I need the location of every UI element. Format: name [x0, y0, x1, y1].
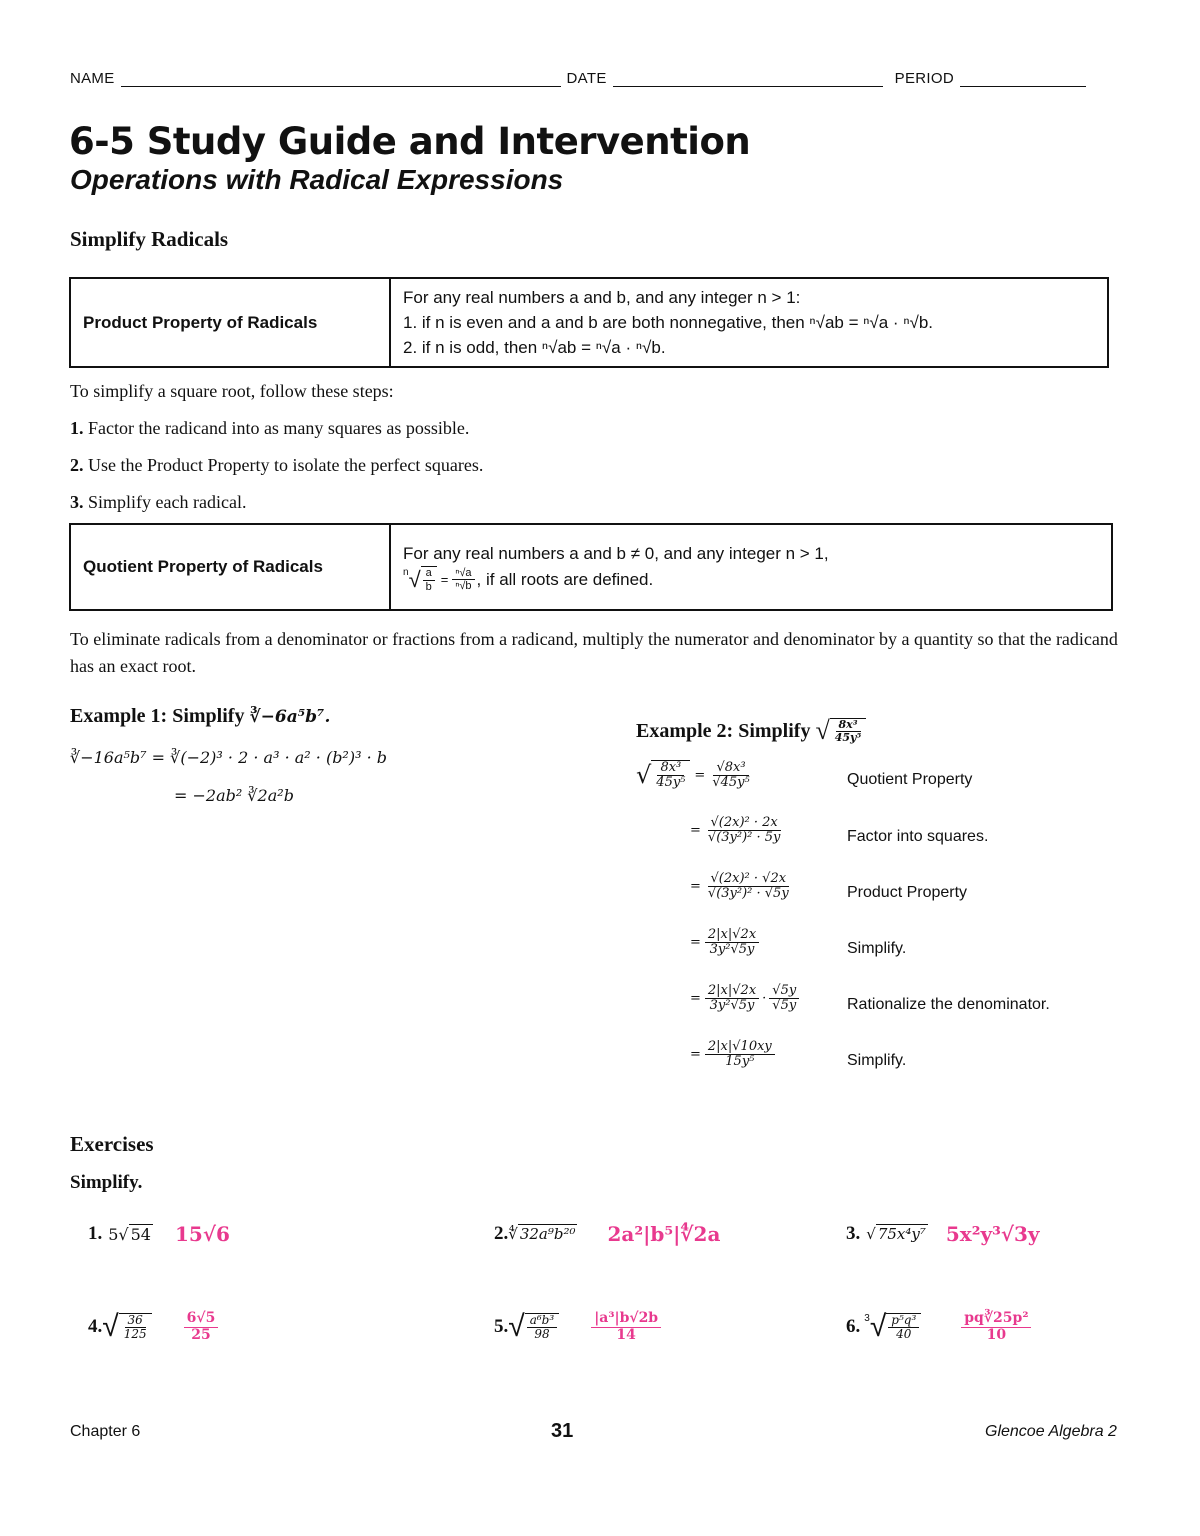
- exercise-4-answer: $\frac{6√5}{25}$: [184, 1311, 219, 1343]
- exercise-6: 6. 3 √ $\frac{\text{p⁵q³}}{40}$ $\frac{\text{pq∛25p²}}{10}$: [846, 1310, 1031, 1344]
- quotient-property-name: Quotient Property of Radicals: [70, 524, 390, 610]
- example2-step3-math: = $\frac{\text{√(2x)² · √2x}}{\text{√(3y²)² · √5y}}$: [690, 871, 789, 902]
- example1-heading: Example 1: Simplify ∛−6a⁵b⁷.: [70, 705, 331, 727]
- footer-page-number: 31: [551, 1420, 574, 1442]
- exercise-2: 2. ∜ 32a⁹b²⁰ 2a²|b⁵|∜2a: [494, 1222, 721, 1246]
- exercise-3: 3. √ 75x⁴y⁷ 5x²y³√3y: [846, 1222, 1040, 1246]
- exercises-heading: Exercises: [70, 1132, 154, 1156]
- product-property-name: Product Property of Radicals: [70, 278, 390, 367]
- exercises-instruction: Simplify.: [70, 1172, 143, 1193]
- exercise-1-answer: 15√6: [174, 1222, 230, 1246]
- date-field[interactable]: [613, 72, 883, 87]
- section-heading-simplify-radicals: Simplify Radicals: [70, 227, 229, 251]
- date-label: DATE: [566, 70, 607, 87]
- period-label: PERIOD: [894, 70, 954, 87]
- example2-step2-reason: Factor into squares.: [847, 828, 989, 845]
- exercise-1: 1. 5√ 54 15√6: [88, 1222, 230, 1246]
- eliminate-radicals-text: To eliminate radicals from a denominator or fractions from a radicand, multiply the numerator and denominator by a quantity so that the radicand has an exact root.: [70, 629, 1118, 676]
- product-property-line1: For any real numbers a and b, and any integer n > 1:: [403, 288, 801, 307]
- example2-step6-reason: Simplify.: [847, 1052, 907, 1069]
- quotient-property-formula: n √ $\frac{a}{b}$ = $\frac{\text{ⁿ√a}}{\text{ⁿ√b}}$ , if all roots are defined.: [403, 566, 654, 593]
- quotient-property-box: [69, 523, 1113, 611]
- exercise-5-answer: $\frac{\text{|a³|b√2b}}{14}$: [591, 1311, 661, 1343]
- example1-step2: = −2ab² ∛2a²b: [174, 786, 294, 805]
- product-property-description: [390, 278, 1108, 367]
- example2-step4-math: = $\frac{2|x|√2x}{\text{3y²√5y}}$: [690, 928, 759, 958]
- page-subtitle: Operations with Radical Expressions: [70, 164, 564, 195]
- example2-step2-math: = $\frac{\text{√(2x)² · 2x}}{\text{√(3y²)² · 5y}}$: [690, 815, 781, 846]
- name-label: NAME: [70, 70, 115, 87]
- steps-intro: To simplify a square root, follow these steps:: [70, 381, 394, 401]
- example2-step1-math: √ $\frac{\text{8x³}}{\text{45y⁵}}$ = $\frac{\text{√8x³}}{\text{√45y⁵}}$: [636, 759, 750, 791]
- product-property-line3: 2. if n is odd, then ⁿ√ab = ⁿ√a · ⁿ√b.: [403, 338, 666, 357]
- footer-book-title: Glencoe Algebra 2: [985, 1423, 1117, 1440]
- example2-step4-reason: Simplify.: [847, 940, 907, 957]
- product-property-line2: 1. if n is even and a and b are both nonnegative, then ⁿ√ab = ⁿ√a · ⁿ√b.: [403, 313, 934, 332]
- step-1: 1. Factor the radicand into as many squares as possible.: [70, 418, 470, 438]
- step-3: 3. Simplify each radical.: [70, 492, 247, 512]
- page-title: 6-5 Study Guide and Intervention: [69, 120, 751, 163]
- exercise-6-answer: $\frac{\text{pq∛25p²}}{10}$: [961, 1311, 1031, 1343]
- name-field[interactable]: [121, 72, 561, 87]
- example2-step6-math: = $\frac{2|x|√10xy}{\text{15y⁵}}$: [690, 1040, 775, 1070]
- example2-step5-reason: Rationalize the denominator.: [847, 996, 1050, 1013]
- product-property-box: [69, 277, 1109, 368]
- footer-chapter: Chapter 6: [70, 1423, 141, 1440]
- example2-step5-math: = $\frac{2|x|√2x}{\text{3y²√5y}}$ · $\frac{√5y}{√5y}$: [690, 984, 799, 1014]
- header-line: [70, 70, 1130, 87]
- quotient-property-description: [390, 524, 1112, 610]
- exercise-2-answer: 2a²|b⁵|∜2a: [607, 1222, 721, 1246]
- example1-step1: ∛−16a⁵b⁷ = ∛(−2)³ · 2 · a³ · a² · (b²)³ · b: [70, 748, 387, 767]
- exercise-5: 5. √ $\frac{\text{a⁶b³}}{98}$ $\frac{\text{|a³|b√2b}}{14}$: [494, 1310, 661, 1344]
- example2-step1-reason: Quotient Property: [847, 771, 973, 788]
- quotient-property-line1: For any real numbers a and b ≠ 0, and any integer n > 1,: [403, 544, 829, 564]
- exercise-4: 4. √ $\frac{36}{125}$ $\frac{6√5}{25}$: [88, 1310, 218, 1344]
- step-2: 2. Use the Product Property to isolate the perfect squares.: [70, 455, 484, 475]
- period-field[interactable]: [960, 72, 1086, 87]
- example2-step3-reason: Product Property: [847, 884, 968, 901]
- example2-heading: Example 2: Simplify √ $\frac{\text{8x³}}{\text{45y⁵}}$: [636, 716, 866, 746]
- exercise-3-answer: 5x²y³√3y: [945, 1222, 1040, 1246]
